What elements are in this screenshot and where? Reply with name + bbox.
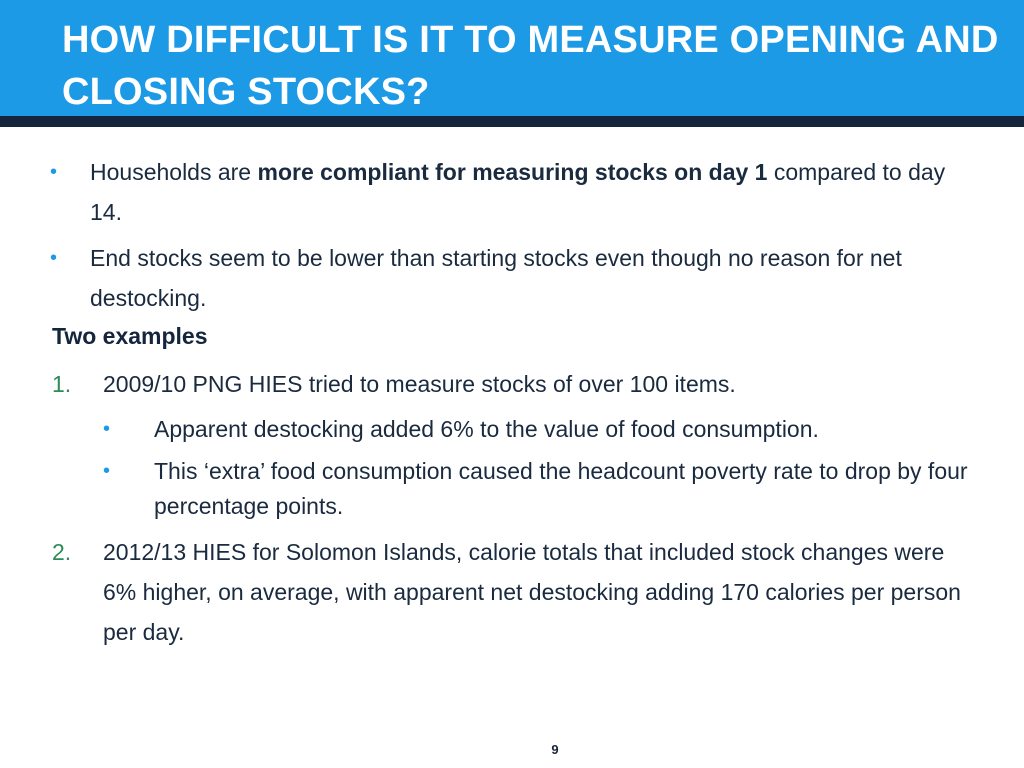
slide-title: HOW DIFFICULT IS IT TO MEASURE OPENING AND CLOSING STOCKS? (62, 19, 999, 113)
example-number-1: 1. (52, 371, 72, 397)
sub-bullet-marker: • (103, 418, 111, 440)
page-number: 9 (551, 742, 559, 757)
examples-heading: Two examples (52, 323, 208, 349)
bullet-1-emphasis: more compliant for measuring stocks on day 1 (257, 159, 768, 185)
example-1-sub-2: This ‘extra’ food consumption caused the headcount poverty rate to drop by four percentage points. (154, 458, 968, 519)
example-number-2: 2. (52, 539, 72, 565)
example-text-2: 2012/13 HIES for Solomon Islands, calorie totals that included stock changes were 6% higher, on average, with apparent net destocking adding 170 calories per person per day. (103, 539, 961, 645)
bullet-marker: • (50, 247, 58, 269)
example-1-sub-1: Apparent destocking added 6% to the value of food consumption. (154, 416, 819, 442)
bullet-1-post: compared to day 14. (90, 159, 946, 225)
bullet-text-1 (90, 152, 980, 232)
bullet-1-pre: Households are (90, 159, 258, 185)
example-text-1: 2009/10 PNG HIES tried to measure stocks of over 100 items. (103, 371, 736, 397)
sub-bullet-marker: • (103, 460, 111, 482)
bullet-text-2: End stocks seem to be lower than starting stocks even though no reason for net destocking. (90, 245, 902, 311)
bullet-marker: • (50, 161, 58, 183)
